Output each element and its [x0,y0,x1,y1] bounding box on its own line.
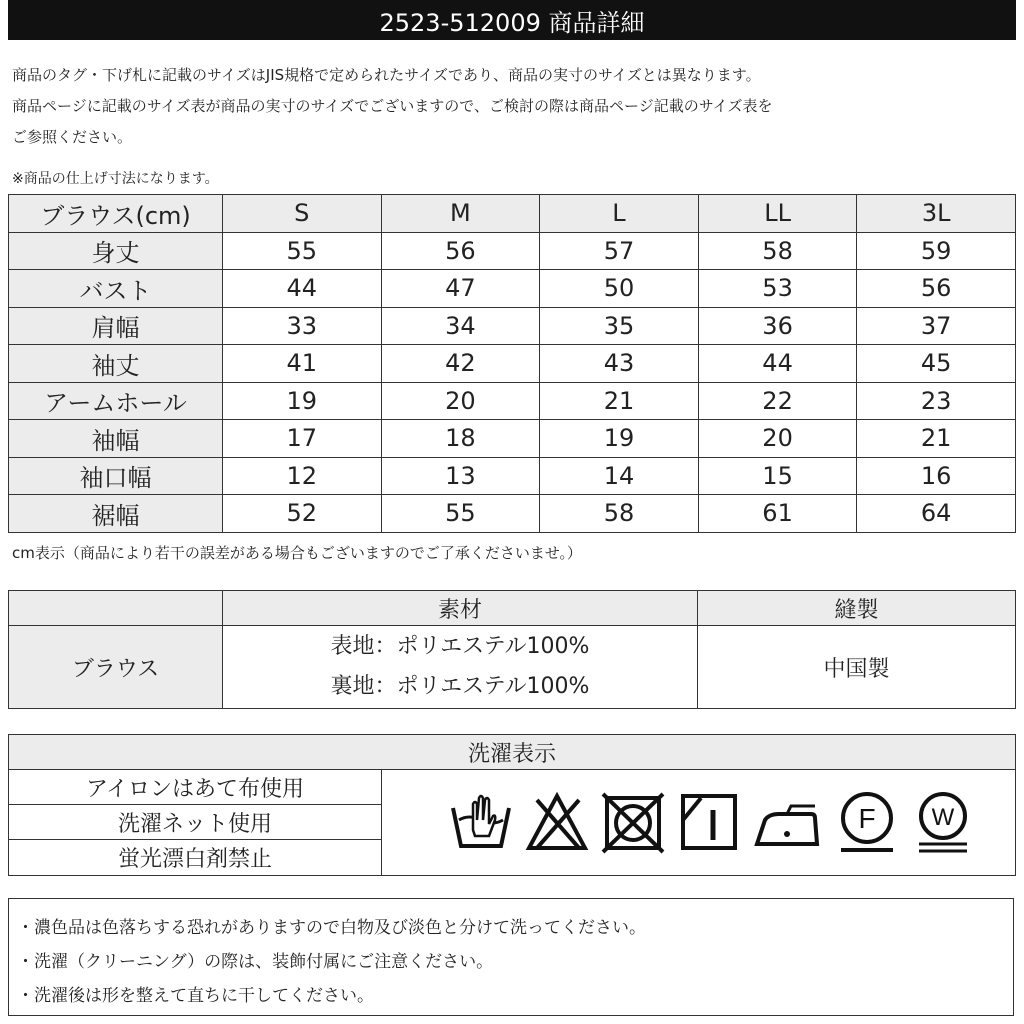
table-cell: 55 [381,495,540,533]
material-item-label: ブラウス [9,626,223,709]
page-title: 2523-512009 商品詳細 [8,0,1016,40]
table-cell: 18 [381,420,540,458]
care-title: 洗濯表示 [9,735,1015,770]
size-header: LL [698,195,857,233]
table-cell: 58 [698,232,857,270]
note-line: ・濃色品は色落ちする恐れがありますので白物及び淡色と分けて洗ってください。 [17,918,646,938]
table-cell: 56 [381,232,540,270]
intro-text [12,60,773,153]
care-item: アイロンはあて布使用 [9,770,382,805]
table-cell: 12 [223,457,382,495]
wet-clean-w-icon [911,790,975,854]
table-cell: 15 [698,457,857,495]
material-table-header [9,591,1016,626]
row-label: 袖丈 [9,345,223,383]
size-header: S [223,195,382,233]
size-header: L [540,195,699,233]
row-label: バスト [9,270,223,308]
lining-fabric: 裏地：ポリエステル100% [330,674,590,699]
intro-line-3: ご参照ください。 [12,128,133,146]
table-row [9,270,1016,308]
material-cell [223,626,698,709]
row-label: アームホール [9,382,223,420]
table-row [9,382,1016,420]
table-row [9,345,1016,383]
table-cell: 42 [381,345,540,383]
table-cell: 37 [857,307,1016,345]
care-item: 洗濯ネット使用 [9,805,382,840]
row-label: 裾幅 [9,495,223,533]
size-table [8,194,1016,533]
care-instructions [9,770,382,875]
table-cell: 21 [857,420,1016,458]
table-cell: 47 [381,270,540,308]
table-row [9,232,1016,270]
material-table-corner [9,591,223,626]
table-row [9,495,1016,533]
size-table-corner: ブラウス(cm) [9,195,223,233]
care-item: 蛍光漂白剤禁止 [9,840,382,875]
dry-clean-f-icon [835,790,899,854]
svg-text:F: F [858,803,876,834]
table-row [9,626,1016,709]
table-cell: 44 [223,270,382,308]
size-header: M [381,195,540,233]
table-cell: 14 [540,457,699,495]
material-table [8,590,1016,709]
table-cell: 52 [223,495,382,533]
table-cell: 34 [381,307,540,345]
origin-cell: 中国製 [698,626,1016,709]
iron-low-icon [753,790,823,854]
table-cell: 45 [857,345,1016,383]
table-cell: 56 [857,270,1016,308]
intro-line-1: 商品のタグ・下げ札に記載のサイズはJIS規格で定められたサイズであり、商品の実寸のサイズとは異なります。 [12,66,761,84]
table-row [9,457,1016,495]
table-cell: 22 [698,382,857,420]
table-cell: 55 [223,232,382,270]
note-line: ・洗濯後は形を整えて直ちに干してください。 [17,986,374,1006]
sewing-header: 縫製 [698,591,1016,626]
cm-note: cm表示（商品により若干の誤差がある場合もございますのでご了承くださいませ。） [12,544,582,562]
size-note: ※商品の仕上げ寸法になります。 [12,171,219,187]
row-label: 袖幅 [9,420,223,458]
table-cell: 13 [381,457,540,495]
hand-wash-icon [449,790,513,854]
svg-text:W: W [931,804,955,831]
table-cell: 41 [223,345,382,383]
table-cell: 61 [698,495,857,533]
table-cell: 16 [857,457,1016,495]
table-cell: 20 [698,420,857,458]
table-cell: 19 [540,420,699,458]
table-cell: 43 [540,345,699,383]
row-label: 身丈 [9,232,223,270]
table-cell: 50 [540,270,699,308]
table-cell: 19 [223,382,382,420]
table-cell: 23 [857,382,1016,420]
table-cell: 57 [540,232,699,270]
care-section [8,734,1016,876]
no-bleach-icon [525,790,589,854]
size-table-header [9,195,1016,233]
table-row [9,307,1016,345]
table-cell: 64 [857,495,1016,533]
table-cell: 59 [857,232,1016,270]
table-cell: 33 [223,307,382,345]
outer-fabric: 表地：ポリエステル100% [330,634,590,659]
table-cell: 21 [540,382,699,420]
material-header: 素材 [223,591,698,626]
table-cell: 17 [223,420,382,458]
no-tumble-dry-icon [601,790,665,854]
table-row [9,420,1016,458]
table-cell: 44 [698,345,857,383]
table-cell: 58 [540,495,699,533]
care-icons [449,790,975,854]
size-header: 3L [857,195,1016,233]
table-cell: 36 [698,307,857,345]
table-cell: 53 [698,270,857,308]
table-cell: 35 [540,307,699,345]
row-label: 肩幅 [9,307,223,345]
table-cell: 20 [381,382,540,420]
drip-dry-shade-icon [677,790,741,854]
notes-box [8,898,1014,1016]
note-line: ・洗濯（クリーニング）の際は、装飾付属にご注意ください。 [17,952,494,972]
row-label: 袖口幅 [9,457,223,495]
intro-line-2: 商品ページに記載のサイズ表が商品の実寸のサイズでございますので、ご検討の際は商品ページ記載のサイズ表を [12,97,773,115]
